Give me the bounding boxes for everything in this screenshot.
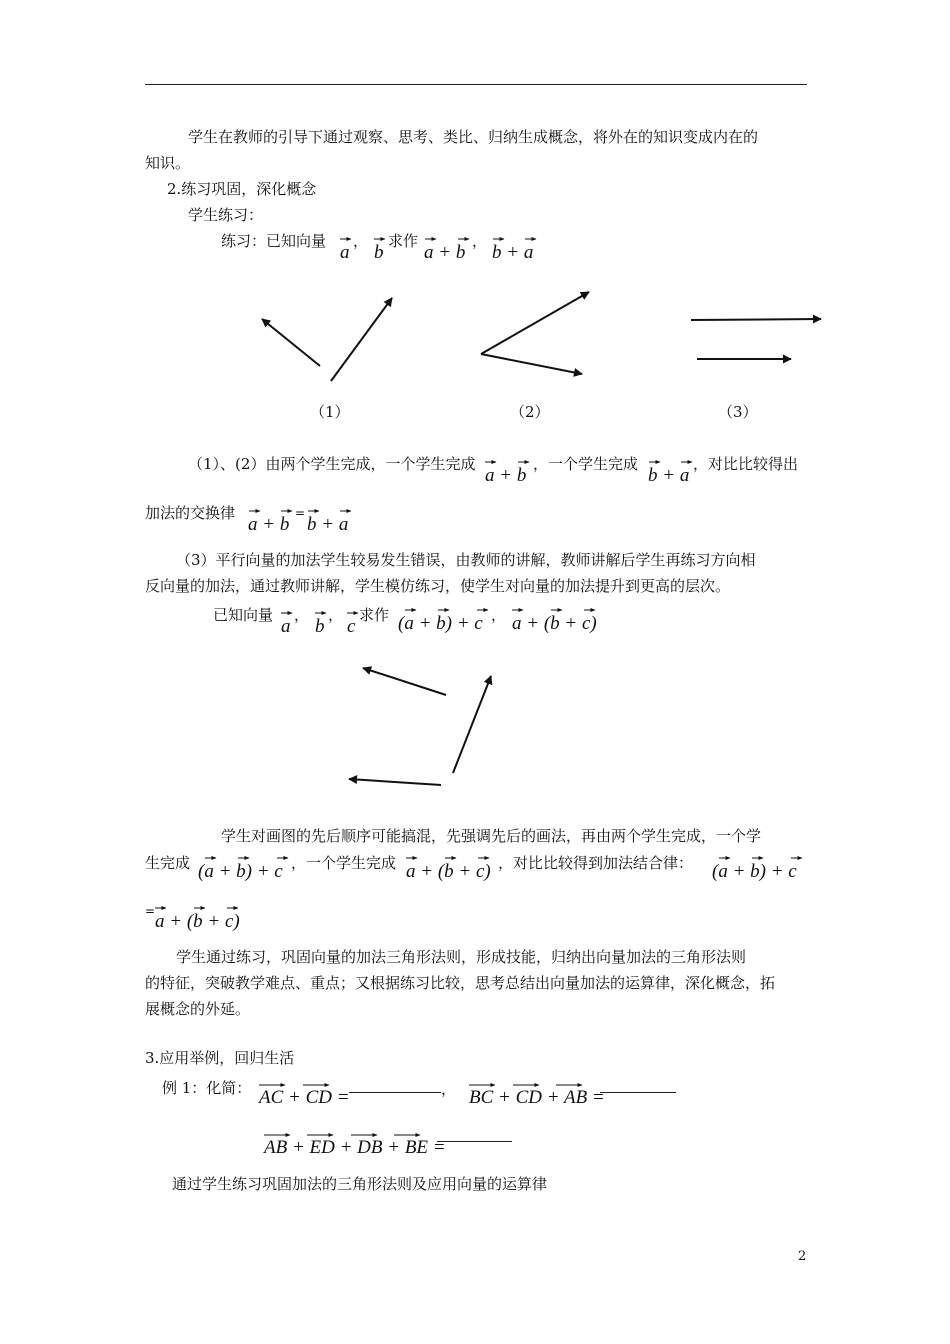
ex2-vector-b-arrow xyxy=(453,676,491,773)
para2-post: ，对比比较得出 xyxy=(693,455,799,473)
exercise2-expr1: (a + b) + c xyxy=(398,613,483,634)
example1-expr1: AC + CD = xyxy=(259,1087,350,1108)
figure-label-3: （3） xyxy=(718,403,758,421)
fig3-vector-a-arrow xyxy=(691,319,821,320)
fig1-vector-a-arrow xyxy=(262,319,320,366)
para5-line2: 的特征，突破教学难点、重点；又根据练习比较，思考总结出向量加法的运算律，深化概念，拓 xyxy=(145,974,776,992)
exercise1-sep1: ， xyxy=(353,232,369,250)
section3-heading: 3.应用举例，回归生活 xyxy=(145,1049,295,1067)
ex2-vector-c-arrow xyxy=(349,779,441,785)
para2-expr2: b + a xyxy=(648,465,690,486)
ex2-vector-a-arrow xyxy=(363,668,446,695)
exercise1-vec-a: a xyxy=(340,242,350,263)
figure-label-1: （1） xyxy=(310,403,350,421)
para4-expr1: (a + b) + c xyxy=(198,861,283,882)
exercise2-comma1: ， xyxy=(294,606,310,624)
para4-eq: = xyxy=(145,904,156,918)
para4-expr4: a + (b + c) xyxy=(155,911,240,932)
exercise2-comma2: ， xyxy=(328,606,344,624)
exercise1-qiu: 求作 xyxy=(388,232,419,250)
para4-line2-pre: 生完成 xyxy=(145,854,191,872)
para5-line3: 展概念的外延。 xyxy=(145,1000,251,1018)
para4-line2-post: ，对比比较得到加法结合律： xyxy=(498,854,694,872)
exercise2-expr2: a + (b + c) xyxy=(512,613,597,634)
para4-line2-mid: ，一个学生完成 xyxy=(291,854,397,872)
exercise2-vec-c: c xyxy=(347,616,356,637)
para2-lhs: a + b xyxy=(248,514,290,535)
section2-heading: 2.练习巩固，深化概念 xyxy=(167,180,317,198)
para3-line2: 反向量的加法，通过教师讲解，学生模仿练习，使学生对向量的加法提升到更高的层次。 xyxy=(145,577,731,595)
example1-comma: ， xyxy=(441,1080,457,1098)
section2-sub: 学生练习： xyxy=(188,206,264,224)
exercise1-expr-ba: b + a xyxy=(492,242,534,263)
para2-eq: = xyxy=(295,506,306,520)
exercise2-vec-b: b xyxy=(315,616,325,637)
para2-rhs: b + a xyxy=(307,514,349,535)
exercise1-vec-b: b xyxy=(374,242,384,263)
figure-label-2: （2） xyxy=(510,403,550,421)
para4-expr2: a + (b + c) xyxy=(406,861,491,882)
para2-expr1: a + b xyxy=(485,465,527,486)
para3-line1: （3）平行向量的加法学生较易发生错误，由教师的讲解，教师讲解后学生再练习方向相 xyxy=(176,551,756,569)
fig2-vector-b-arrow xyxy=(481,354,582,374)
exercise2-vec-a: a xyxy=(281,616,291,637)
fig1-vector-b-arrow xyxy=(331,298,392,381)
page-number: 2 xyxy=(798,1249,807,1264)
exercise2-qiu: 求作 xyxy=(359,606,390,624)
example1-label: 例 1：化简： xyxy=(162,1079,252,1097)
para1-line2: 知识。 xyxy=(145,154,191,172)
para2-pre: （1）、(2）由两个学生完成，一个学生完成 xyxy=(188,455,476,473)
exercise1-sep2: ， xyxy=(472,232,488,250)
exercise1-expr-ab: a + b xyxy=(424,242,466,263)
exercise2-comma3: ， xyxy=(491,606,507,624)
closing-line: 通过学生练习巩固加法的三角形法则及应用向量的运算律 xyxy=(172,1175,548,1193)
para1-line1: 学生在教师的引导下通过观察、思考、类比、归纳生成概念，将外在的知识变成内在的 xyxy=(188,128,759,146)
example1-expr3: AB + ED + DB + BE = xyxy=(264,1137,446,1158)
example1-expr2: BC + CD + AB = xyxy=(469,1087,605,1108)
fig2-vector-a-arrow xyxy=(481,292,589,354)
para4-line1: 学生对画图的先后顺序可能搞混，先强调先后的画法，再由两个学生完成，一个学 xyxy=(221,827,762,845)
exercise2-prefix: 已知向量 xyxy=(213,606,274,624)
para2-mid: ，一个学生完成 xyxy=(533,455,639,473)
exercise1-prefix: 练习：已知向量 xyxy=(221,232,327,250)
para5-line1: 学生通过练习，巩固向量的加法三角形法则，形成技能，归纳出向量加法的三角形法则 xyxy=(176,948,747,966)
para2-line2-pre: 加法的交换律 xyxy=(145,504,236,522)
para4-expr3: (a + b) + c xyxy=(712,861,797,882)
